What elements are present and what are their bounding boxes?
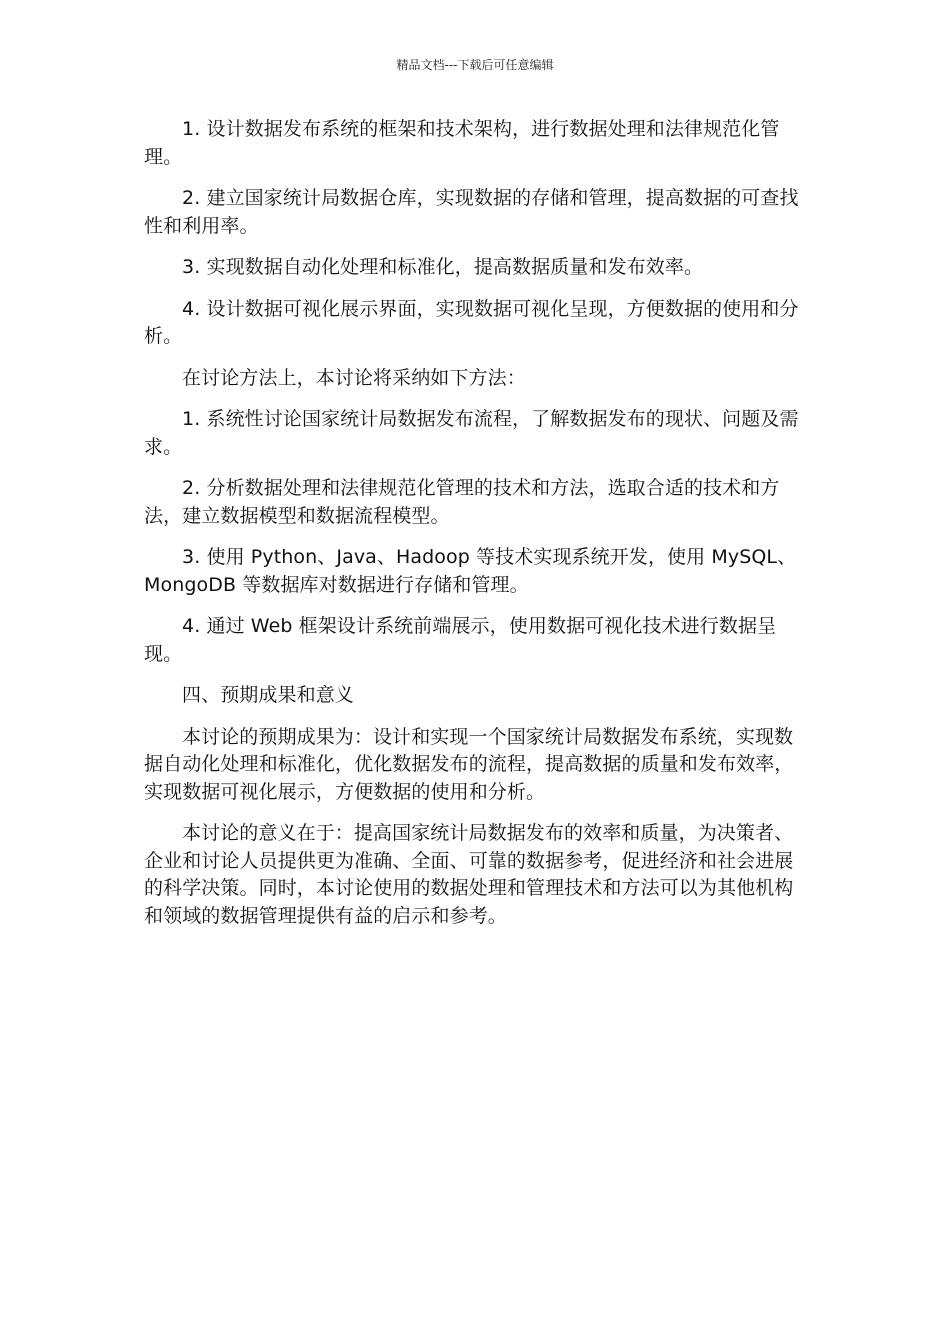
page-header: 精品文档---下载后可任意编辑: [396, 58, 554, 72]
section-heading-outcomes: 四、预期成果和意义: [182, 684, 354, 706]
paragraph-method-1: 1. 系统性讨论国家统计局数据发布流程，了解数据发布的现状、问题及需求。: [144, 408, 799, 458]
paragraph-expected-outcomes: 本讨论的预期成果为：设计和实现一个国家统计局数据发布系统，实现数据自动化处理和标准化，优化数据发布的流程，提高数据的质量和发布效率，实现数据可视化展示，方便数据的使用和分析。: [144, 725, 794, 803]
paragraph-method-4: 4. 通过 Web 框架设计系统前端展示，使用数据可视化技术进行数据呈现。: [144, 615, 777, 665]
paragraph-methods-intro: 在讨论方法上，本讨论将采纳如下方法：: [182, 366, 526, 389]
paragraph-objective-2: 2. 建立国家统计局数据仓库，实现数据的存储和管理，提高数据的可查找性和利用率。: [144, 187, 799, 237]
paragraph-method-3: 3. 使用 Python、Java、Hadoop 等技术实现系统开发，使用 MySQL、MongoDB 等数据库对数据进行存储和管理。: [144, 546, 797, 596]
paragraph-method-2: 2. 分析数据处理和法律规范化管理的技术和方法，选取合适的技术和方法，建立数据模型和数据流程模型。: [144, 477, 780, 527]
paragraph-significance: 本讨论的意义在于：提高国家统计局数据发布的效率和质量，为决策者、企业和讨论人员提供更为准确、全面、可靠的数据参考，促进经济和社会进展的科学决策。同时，本讨论使用的数据处理和管理技术和方法可以为其他机构和领域的数据管理提供有益的启示和参考。: [144, 822, 794, 927]
paragraph-objective-4: 4. 设计数据可视化展示界面，实现数据可视化呈现，方便数据的使用和分析。: [144, 297, 799, 347]
document-body: [144, 116, 800, 944]
paragraph-objective-3: 3. 实现数据自动化处理和标准化，提高数据质量和发布效率。: [182, 256, 704, 278]
paragraph-objective-1: 1. 设计数据发布系统的框架和技术架构，进行数据处理和法律规范化管理。: [144, 118, 780, 168]
